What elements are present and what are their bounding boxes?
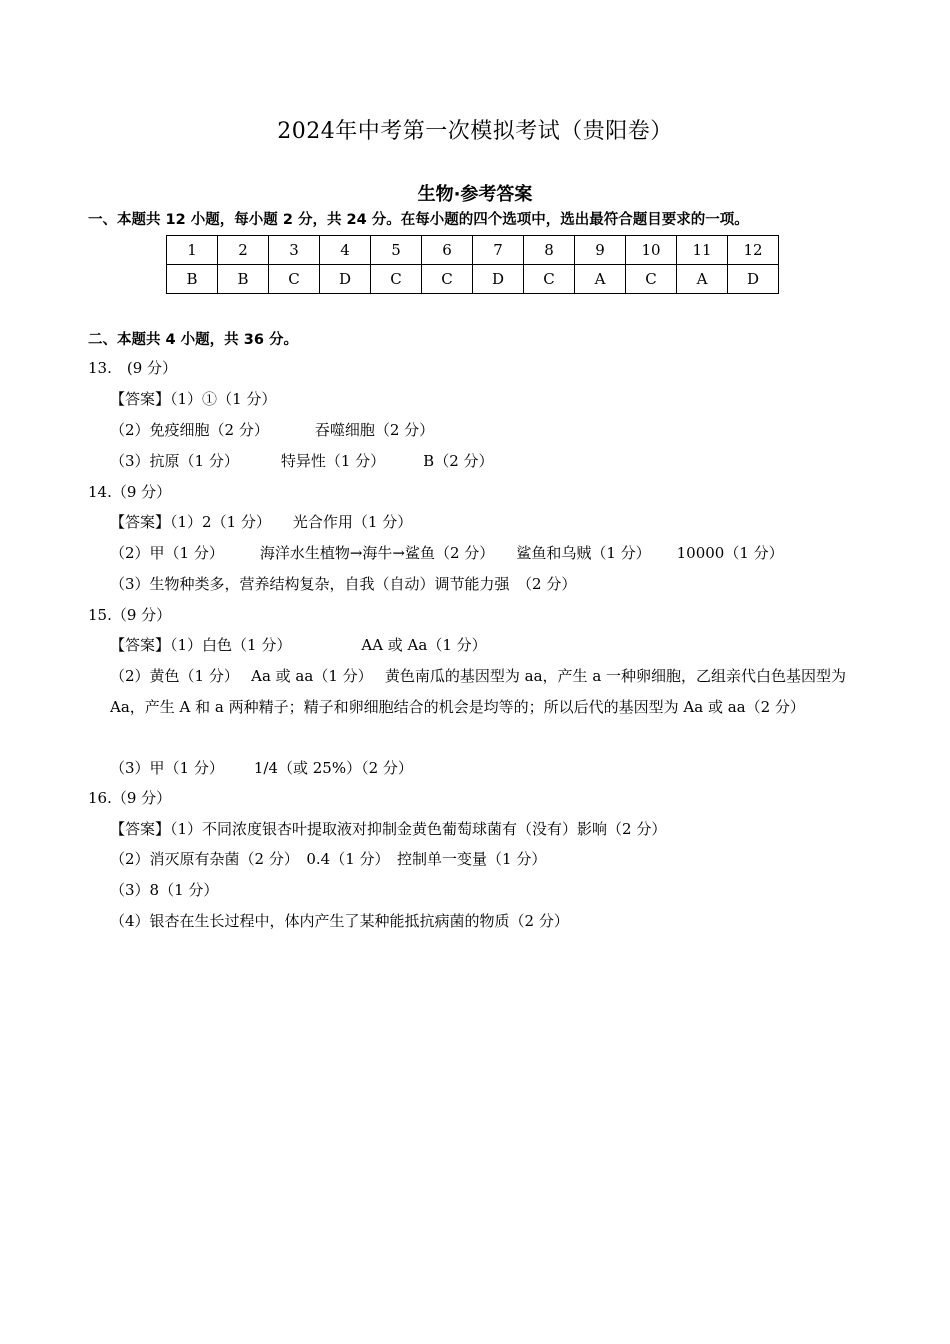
question-number-cell: 5 bbox=[371, 236, 422, 265]
answer-cell: D bbox=[473, 265, 524, 294]
page-title: 2024年中考第一次模拟考试（贵阳卷） bbox=[277, 119, 673, 144]
q13-answer-2 bbox=[110, 420, 434, 440]
q14-answer-1a: 【答案】（1）2（1 分） bbox=[110, 513, 271, 531]
q13-answer-2b: 吞噬细胞（2 分） bbox=[314, 421, 435, 439]
q16-answer-3: （3）8（1 分） bbox=[110, 881, 219, 899]
section-2-heading: 二、本题共 4 小题，共 36 分。 bbox=[88, 332, 298, 348]
answer-table-answer-row bbox=[167, 265, 779, 294]
answer-cell: D bbox=[728, 265, 779, 294]
answer-cell: C bbox=[422, 265, 473, 294]
q14-answer-1b: 光合作用（1 分） bbox=[292, 513, 413, 531]
question-number-cell: 7 bbox=[473, 236, 524, 265]
question-number-cell: 11 bbox=[677, 236, 728, 265]
q14-answer-1 bbox=[110, 512, 412, 532]
q15-answer-1 bbox=[110, 635, 487, 655]
question-number-cell: 6 bbox=[422, 236, 473, 265]
q13-answer-2a: （2）免疫细胞（2 分） bbox=[110, 421, 269, 439]
q14-label: 14.（9 分） bbox=[88, 483, 172, 501]
answer-cell: C bbox=[524, 265, 575, 294]
answer-cell: B bbox=[218, 265, 269, 294]
q13-answer-3a: （3）抗原（1 分） bbox=[110, 452, 239, 470]
q13-label: 13. (9 分） bbox=[88, 359, 178, 377]
q15-answer-3b: 1/4（或 25%）（2 分） bbox=[253, 759, 413, 777]
question-number-cell: 9 bbox=[575, 236, 626, 265]
q14-answer-2b: 海洋水生植物→海牛→鲨鱼（2 分） bbox=[259, 544, 495, 562]
section-1-heading: 一、本题共 12 小题，每小题 2 分，共 24 分。在每小题的四个选项中，选出最符合题目要求的一项。 bbox=[88, 212, 749, 228]
q13-answer-3b: 特异性（1 分） bbox=[280, 452, 386, 470]
q16-answer-1: 【答案】（1）不同浓度银杏叶提取液对抑制金黄色葡萄球菌有（没有）影响（2 分） bbox=[110, 820, 667, 838]
question-number-cell: 4 bbox=[320, 236, 371, 265]
q14-answer-2c: 鲨鱼和乌贼（1 分） bbox=[516, 544, 651, 562]
answer-cell: C bbox=[371, 265, 422, 294]
question-number-cell: 8 bbox=[524, 236, 575, 265]
q16-answer-2: （2）消灭原有杂菌（2 分） 0.4（1 分） 控制单一变量（1 分） bbox=[110, 850, 547, 868]
question-number-cell: 10 bbox=[626, 236, 677, 265]
q15-answer-3 bbox=[110, 758, 413, 778]
q14-answer-3: （3）生物种类多，营养结构复杂，自我（自动）调节能力强 （2 分） bbox=[110, 575, 577, 593]
q13-answer-1-score: （1 分） bbox=[217, 390, 277, 408]
q15-label: 15.（9 分） bbox=[88, 606, 172, 624]
answer-table bbox=[166, 235, 779, 294]
q14-answer-2 bbox=[110, 543, 784, 563]
question-number-cell: 1 bbox=[167, 236, 218, 265]
answer-cell: C bbox=[269, 265, 320, 294]
q13-answer-3c: B（2 分） bbox=[423, 452, 494, 470]
answer-cell: D bbox=[320, 265, 371, 294]
page-subtitle: 生物·参考答案 bbox=[417, 184, 533, 205]
question-number-cell: 3 bbox=[269, 236, 320, 265]
q13-answer-1-circle: ① bbox=[202, 390, 218, 408]
q16-answer-4: （4）银杏在生长过程中，体内产生了某种能抵抗病菌的物质（2 分） bbox=[110, 912, 569, 930]
q15-answer-1b: AA 或 Aa（1 分） bbox=[361, 636, 487, 654]
answer-table-number-row bbox=[167, 236, 779, 265]
q13-answer-1 bbox=[110, 389, 276, 409]
q13-answer-1-prefix: 【答案】（1） bbox=[110, 390, 203, 408]
question-number-cell: 2 bbox=[218, 236, 269, 265]
q16-label: 16.（9 分） bbox=[88, 789, 172, 807]
q15-answer-2: （2）黄色（1 分） Aa 或 aa（1 分） 黄色南瓜的基因型为 aa，产生 a 一种卵细胞，乙组亲代白色基因型为 Aa，产生 A 和 a 两种精子；精子和卵细胞结合的机会是均等的；所以后代的基因型为 Aa 或 aa（2 分） bbox=[110, 667, 847, 716]
q13-answer-3 bbox=[110, 451, 494, 471]
answer-cell: A bbox=[677, 265, 728, 294]
answer-cell: A bbox=[575, 265, 626, 294]
q14-answer-2d: 10000（1 分） bbox=[676, 544, 784, 562]
question-number-cell: 12 bbox=[728, 236, 779, 265]
answer-cell: C bbox=[626, 265, 677, 294]
q15-answer-1a: 【答案】（1）白色（1 分） bbox=[110, 636, 292, 654]
answer-cell: B bbox=[167, 265, 218, 294]
q14-answer-2a: （2）甲（1 分） bbox=[110, 544, 224, 562]
q15-answer-3a: （3）甲（1 分） bbox=[110, 759, 224, 777]
